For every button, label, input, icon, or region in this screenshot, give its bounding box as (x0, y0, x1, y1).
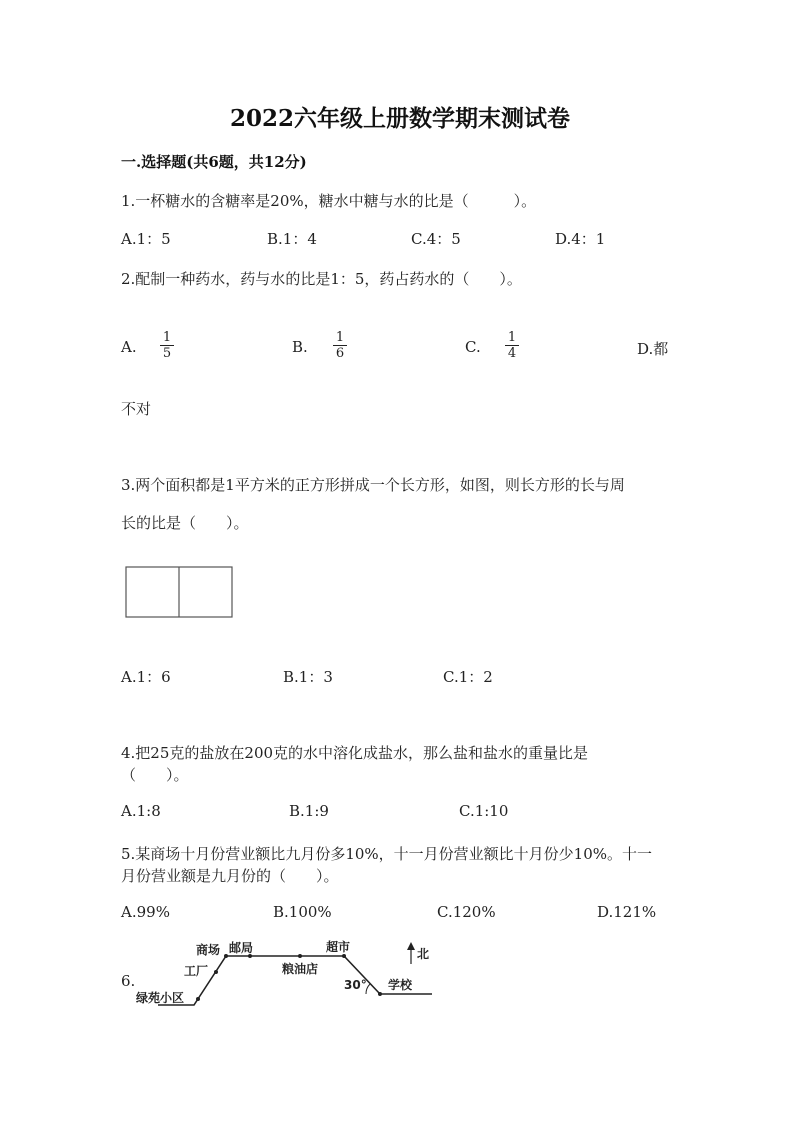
q2-option-b[interactable]: B. (292, 338, 308, 356)
q1-option-b[interactable]: B.1：4 (267, 230, 317, 248)
question-2-text: 2.配制一种药水，药与水的比是1：5，药占药水的（ ）。 (121, 270, 522, 288)
q1-option-d[interactable]: D.4：1 (555, 230, 606, 248)
community-dot (196, 997, 200, 1001)
label-grain-store: 粮油店 (282, 962, 319, 976)
question-4-text-line1: 4.把25克的盐放在200克的水中溶化成盐水，那么盐和盐水的重量比是 (121, 744, 589, 762)
label-mall: 商场 (196, 943, 221, 957)
q2-fraction-c (505, 330, 519, 361)
q5-option-c[interactable]: C.120% (437, 903, 496, 921)
supermarket-dot (342, 954, 346, 958)
section-header: 一.选择题(共6题，共12分) (121, 153, 307, 171)
label-north: 北 (417, 947, 430, 961)
fraction-numerator: 1 (505, 330, 519, 346)
label-post-office: 邮局 (229, 941, 254, 955)
q2-option-d[interactable]: D.都 (637, 340, 669, 358)
question-4-text-line2: （ ）。 (121, 766, 189, 784)
route-map-figure (130, 938, 440, 1010)
page-title: 2022六年级上册数学期末测试卷 (229, 105, 570, 132)
label-angle: 30° (344, 978, 367, 992)
mall-dot (224, 954, 228, 958)
q2-option-c[interactable]: C. (465, 338, 481, 356)
q5-option-b[interactable]: B.100% (273, 903, 332, 921)
q3-option-b[interactable]: B.1：3 (283, 668, 333, 686)
question-6-number: 6. (121, 972, 136, 990)
factory-dot (214, 970, 218, 974)
q4-option-b[interactable]: B.1:9 (289, 802, 329, 820)
q1-option-c[interactable]: C.4：5 (411, 230, 461, 248)
q3-option-a[interactable]: A.1：6 (121, 668, 171, 686)
q1-option-a[interactable]: A.1：5 (121, 230, 171, 248)
q5-option-d[interactable]: D.121% (597, 903, 657, 921)
q2-fraction-a (160, 330, 174, 361)
label-factory: 工厂 (184, 964, 209, 978)
fraction-denominator: 6 (335, 346, 345, 361)
label-community: 绿苑小区 (136, 991, 185, 1005)
grain-store-dot (298, 954, 302, 958)
fraction-denominator: 4 (507, 346, 517, 361)
question-1-text: 1.一杯糖水的含糖率是20%，糖水中糖与水的比是（ ）。 (121, 192, 537, 210)
label-school: 学校 (388, 978, 413, 992)
question-3-text-line2: 长的比是（ ）。 (121, 514, 249, 532)
north-arrow-head-icon (407, 942, 415, 950)
q2-option-a[interactable]: A. (121, 338, 137, 356)
q4-option-a[interactable]: A.1:8 (121, 802, 161, 820)
fraction-denominator: 5 (162, 346, 172, 361)
q2-fraction-b (333, 330, 347, 361)
question-5-text-line1: 5.某商场十月份营业额比九月份多10%，十一月份营业额比十月份少10%。十一 (121, 845, 652, 863)
fraction-numerator: 1 (160, 330, 174, 346)
q2-option-d-continued: 不对 (121, 400, 152, 418)
q3-option-c[interactable]: C.1：2 (443, 668, 493, 686)
question-3-text-line1: 3.两个面积都是1平方米的正方形拼成一个长方形，如图，则长方形的长与周 (121, 476, 625, 494)
school-dot (378, 992, 382, 996)
label-supermarket: 超市 (326, 940, 351, 954)
question-5-text-line2: 月份营业额是九月份的（ ）。 (121, 867, 339, 885)
q5-option-a[interactable]: A.99% (121, 903, 170, 921)
q4-option-c[interactable]: C.1:10 (459, 802, 509, 820)
two-squares-figure (125, 566, 233, 618)
fraction-numerator: 1 (333, 330, 347, 346)
